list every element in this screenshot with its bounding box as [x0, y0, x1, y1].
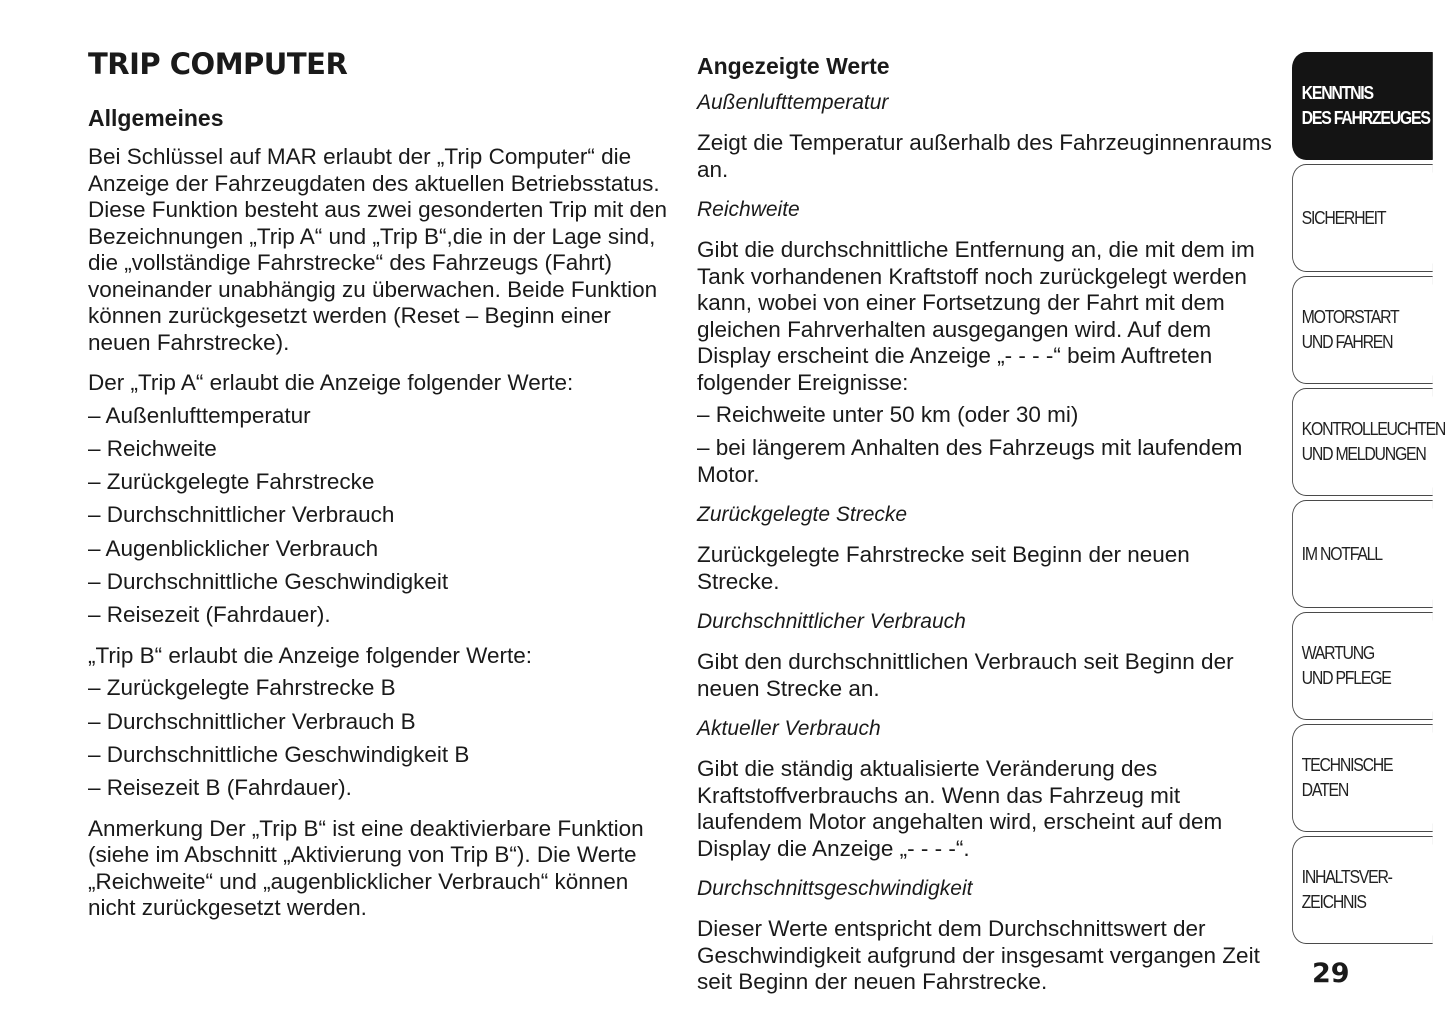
list-item: – bei längerem Anhalten des Fahrzeugs mit laufendem Motor. — [697, 435, 1243, 487]
value-section-text: Dieser Werte entspricht dem Durchschnittswert der Geschwindigkeit aufgrund der insgesamt vergangen Zeit seit Beginn der neuen Fahrstrecke. — [697, 916, 1260, 995]
tab-label: TECHNISCHE — [1301, 755, 1393, 775]
tab-label: KENNTNIS — [1301, 83, 1373, 103]
list-item: – Durchschnittlicher Verbrauch — [88, 502, 395, 528]
value-section-text: Gibt den durchschnittlichen Verbrauch seit Beginn der neuen Strecke an. — [697, 649, 1234, 701]
reichweite-list — [697, 402, 1277, 488]
list-item: – Durchschnittliche Geschwindigkeit — [88, 568, 449, 594]
tab-label: IM NOTFALL — [1301, 543, 1382, 564]
value-section-aktueller-verbrauch — [697, 716, 1277, 862]
value-section-title: Aktueller Verbrauch — [697, 717, 881, 741]
value-section-aussentemperatur — [697, 90, 1277, 183]
list-item: – Reisezeit (Fahrdauer). — [88, 602, 331, 628]
tab-label: WARTUNG — [1301, 643, 1375, 663]
section-heading-angezeigte-werte: Angezeigte Werte — [697, 53, 890, 79]
list-item: – Reichweite unter 50 km (oder 30 mi) — [697, 402, 1079, 427]
tab-label: UND MELDUNGEN — [1301, 444, 1426, 464]
value-section-title: Reichweite — [697, 198, 800, 221]
value-section-text: Gibt die ständig aktualisierte Veränderung des Kraftstoffverbrauchs an. Wenn das Fahrzeug mit laufendem Motor angehalten wird, erscheint auf dem Display die Anzeige „- - - -“. — [697, 756, 1223, 861]
list-item: – Durchschnittliche Geschwindigkeit B — [88, 741, 470, 767]
note-paragraph: Anmerkung Der „Trip B“ ist eine deaktivierbare Funktion (siehe im Abschnitt „Aktivierung von Trip B“). Die Werte „Reichweite“ und „augenblicklicher Verbrauch“ können nicht zurückgesetzt werden. — [88, 815, 644, 921]
page-title: TRIP COMPUTER — [88, 47, 348, 81]
tab-inhaltsverzeichnis[interactable] — [1292, 836, 1433, 944]
value-section-text: Gibt die durchschnittliche Entfernung an, die mit dem im Tank vorhandenen Kraftstoff noch zurückgelegt werden kann, wobei von einer Fortsetzung der Fahrt mit dem gleichen Fahrverhalten ausgegangen wird. Auf dem Display erscheint die Anzeige „- - - -“ beim Auftreten folgender Ereignisse: — [697, 237, 1255, 395]
tab-label: DES FAHRZEUGES — [1301, 108, 1430, 128]
tab-wartung-und-pflege[interactable] — [1292, 612, 1433, 720]
list-item: – Zurückgelegte Fahrstrecke — [88, 469, 375, 495]
tab-kenntnis-des-fahrzeuges[interactable] — [1292, 52, 1433, 160]
value-section-text: Zurückgelegte Fahrstrecke seit Beginn der neuen Strecke. — [697, 542, 1190, 594]
value-section-title: Zurückgelegte Strecke — [697, 503, 908, 527]
tab-label: UND FAHREN — [1301, 332, 1393, 352]
list-item: – Durchschnittlicher Verbrauch B — [88, 708, 416, 734]
tab-label: SICHERHEIT — [1301, 207, 1386, 228]
tab-label: MOTORSTART — [1301, 307, 1399, 327]
tab-label: ZEICHNIS — [1301, 892, 1366, 912]
value-section-durchschnittlicher-verbrauch — [697, 609, 1277, 702]
value-section-title: Durchschnittsgeschwindigkeit — [697, 877, 973, 901]
section-heading-allgemeines: Allgemeines — [88, 105, 224, 131]
tab-motorstart-und-fahren[interactable] — [1292, 276, 1433, 384]
list-item: – Reisezeit B (Fahrdauer). — [88, 775, 352, 801]
value-section-durchschnittsgeschwindigkeit — [697, 876, 1277, 996]
tab-kontrolleuchten-und-meldungen[interactable] — [1292, 388, 1445, 496]
value-section-title: Außenlufttemperatur — [697, 91, 889, 114]
trip-a-intro: Der „Trip A“ erlaubt die Anzeige folgender Werte: — [88, 370, 574, 395]
value-section-zurueckgelegte-strecke — [697, 502, 1277, 595]
list-item: – Reichweite — [88, 435, 217, 461]
value-section-title: Durchschnittlicher Verbrauch — [697, 610, 966, 634]
tab-label: KONTROLLEUCHTEN — [1301, 419, 1445, 439]
value-section-reichweite — [697, 197, 1277, 488]
value-section-text: Zeigt die Temperatur außerhalb des Fahrzeuginnenraums an. — [697, 130, 1272, 182]
tab-label: INHALTSVER- — [1301, 867, 1392, 887]
tab-label: UND PFLEGE — [1301, 668, 1391, 688]
tab-im-notfall[interactable] — [1292, 500, 1433, 608]
tab-technische-daten[interactable] — [1292, 724, 1433, 832]
list-item: – Außenlufttemperatur — [88, 402, 311, 428]
trip-b-intro: „Trip B“ erlaubt die Anzeige folgender Werte: — [88, 642, 532, 668]
trip-a-list — [88, 403, 668, 629]
list-item: – Zurückgelegte Fahrstrecke B — [88, 675, 396, 701]
intro-paragraph: Bei Schlüssel auf MAR erlaubt der „Trip Computer“ die Anzeige der Fahrzeugdaten des aktuellen Betriebsstatus. Diese Funktion besteht aus zwei gesonderten Trip mit den Bezeichnungen „Trip A“ und „Trip B“,die in der Lage sind, die „vollständige Fahrstrecke“ des Fahrzeugs (Fahrt) voneinander unabhängig zu überwachen. Beide Funktion können zurückgesetzt werden (Reset – Beginn einer neuen Fahrstrecke). — [88, 144, 668, 355]
list-item: – Augenblicklicher Verbrauch — [88, 535, 379, 561]
right-column — [697, 52, 1277, 1010]
tab-label: DATEN — [1301, 780, 1349, 800]
left-column — [88, 46, 668, 936]
tab-sicherheit[interactable] — [1292, 164, 1433, 272]
trip-b-list — [88, 675, 668, 801]
page-number: 29 — [1312, 958, 1350, 989]
